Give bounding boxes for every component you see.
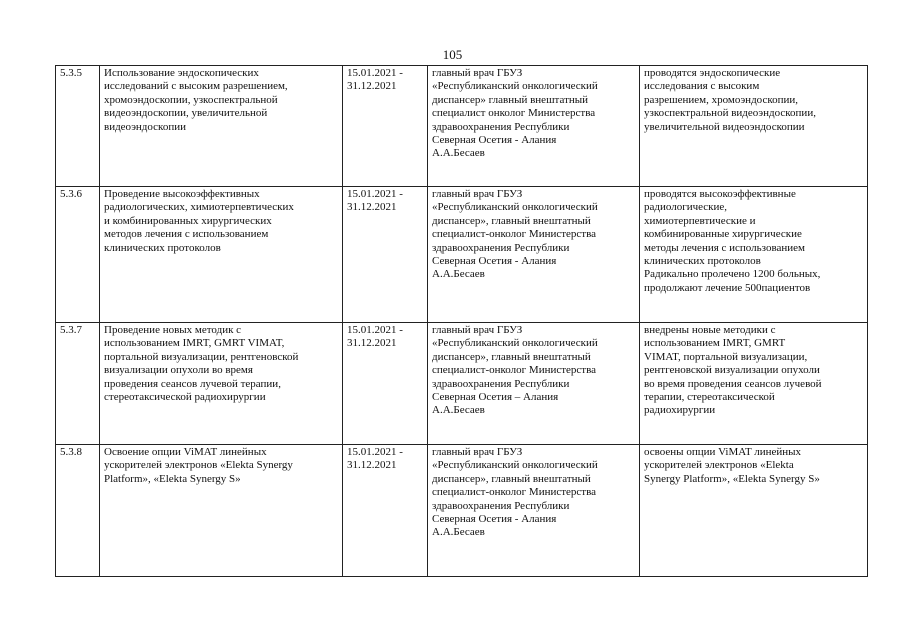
result-description-line: рентгеновской визуализации опухоли (644, 364, 820, 377)
result-description-line: исследования с высоким (644, 80, 760, 93)
item-number-cell (56, 66, 100, 187)
result-description-line: проводятся эндоскопические (644, 67, 781, 79)
item-number: 5.3.6 (60, 188, 82, 200)
responsible-person-line: диспансер», главный внештатный (432, 472, 591, 485)
result-description-line: радиологические, (644, 201, 728, 214)
measure-name-line: радиологических, химиотерпевтических (104, 201, 294, 214)
result-description-line: освоены опции ViMAT линейных (644, 446, 802, 458)
responsible-person-line: специалист-онколог Министерства (432, 486, 597, 499)
measure-name-line: ускорителей электронов «Elekta Synergy (104, 459, 293, 472)
responsible-person-line: здравоохранения Республики (432, 377, 570, 390)
measure-name-line: видеоэндоскопии (104, 120, 187, 133)
result-description-cell (640, 187, 868, 323)
result-description-line: использованием IMRT, GMRT (644, 337, 786, 350)
table-row (56, 323, 868, 445)
responsible-person-cell (428, 323, 640, 445)
responsible-person-line: специалист-онколог Министерства (432, 228, 597, 241)
result-description-line: радиохирургии (644, 404, 716, 417)
table-row (56, 445, 868, 577)
deadline-line: 15.01.2021 - (347, 188, 403, 200)
responsible-person-line: диспансер», главный внештатный (432, 350, 591, 363)
deadline-cell (343, 66, 428, 187)
measure-name-line: визуализации опухоли во время (104, 364, 253, 377)
deadline-line: 15.01.2021 - (347, 67, 403, 79)
responsible-person-line: диспансер» главный внештатный (432, 93, 589, 106)
responsible-person-cell (428, 66, 640, 187)
responsible-person-line: «Республиканский онкологический (432, 201, 598, 214)
result-description-line: во время проведения сеансов лучевой (644, 377, 822, 390)
responsible-person-line: главный врач ГБУЗ (432, 324, 523, 336)
responsible-person-line: А.А.Бесаев (432, 526, 485, 539)
measure-name-line: хромоэндоскопии, узкоспектральной (104, 93, 278, 106)
result-description-line: терапии, стереотаксической (644, 391, 775, 404)
responsible-person-line: «Республиканский онкологический (432, 459, 598, 472)
item-number-cell (56, 323, 100, 445)
deadline-line: 31.12.2021 (347, 80, 397, 93)
measure-name-line: видеоэндоскопии, увеличительной (104, 107, 268, 120)
result-description-line: методы лечения с использованием (644, 241, 805, 254)
responsible-person-line: Северная Осетия - Алания (432, 134, 557, 147)
measure-name-cell (100, 323, 343, 445)
responsible-person-line: А.А.Бесаев (432, 404, 485, 417)
item-number: 5.3.5 (60, 67, 82, 79)
measure-name-line: методов лечения с использованием (104, 228, 269, 241)
deadline-line: 15.01.2021 - (347, 446, 403, 458)
measure-name-line: стереотаксической радиохирургии (104, 391, 266, 404)
page-number: 105 (442, 47, 463, 62)
responsible-person-line: А.А.Бесаев (432, 147, 485, 160)
result-description-line: клинических протоколов (644, 255, 761, 268)
item-number: 5.3.7 (60, 324, 82, 336)
table-row (56, 187, 868, 323)
measure-name-line: Освоение опции ViMAT линейных (104, 446, 267, 458)
responsible-person-cell (428, 187, 640, 323)
result-description-cell (640, 445, 868, 577)
responsible-person-line: Северная Осетия - Алания (432, 255, 557, 268)
measure-name-line: портальной визуализации, рентгеновской (104, 350, 299, 363)
responsible-person-line: диспансер», главный внештатный (432, 214, 591, 227)
measure-name-line: исследований с высоким разрешением, (104, 80, 288, 93)
measures-table (55, 65, 868, 577)
responsible-person-line: А.А.Бесаев (432, 268, 485, 281)
responsible-person-line: специалист онколог Министерства (432, 107, 596, 120)
table-row (56, 66, 868, 187)
measure-name-line: использованием IMRT, GMRT VIMAT, (104, 337, 285, 350)
deadline-line: 31.12.2021 (347, 201, 397, 214)
responsible-person-line: Северная Осетия – Алания (432, 391, 559, 404)
responsible-person-line: здравоохранения Республики (432, 499, 570, 512)
responsible-person-line: главный врач ГБУЗ (432, 446, 523, 458)
responsible-person-cell (428, 445, 640, 577)
result-description-line: узкоспектральной видеоэндоскопии, (644, 107, 816, 120)
result-description-line: продолжают лечение 500пациентов (644, 281, 811, 294)
responsible-person-line: «Республиканский онкологический (432, 80, 598, 93)
measure-name-line: Platform», «Elekta Synergy S» (104, 472, 241, 485)
result-description-line: увеличительной видеоэндоскопии (644, 120, 805, 133)
responsible-person-line: главный врач ГБУЗ (432, 188, 523, 200)
measure-name-cell (100, 187, 343, 323)
table-body (56, 66, 868, 577)
item-number-cell (56, 445, 100, 577)
deadline-cell (343, 187, 428, 323)
measure-name-line: Проведение высокоэффективных (104, 188, 260, 200)
measure-name-line: и комбинированных хирургических (104, 214, 272, 227)
result-description-cell (640, 66, 868, 187)
deadline-line: 31.12.2021 (347, 459, 397, 472)
result-description-line: внедрены новые методики с (644, 324, 776, 336)
responsible-person-line: здравоохранения Республики (432, 241, 570, 254)
responsible-person-line: «Республиканский онкологический (432, 337, 598, 350)
responsible-person-line: специалист-онколог Министерства (432, 364, 597, 377)
deadline-cell (343, 445, 428, 577)
responsible-person-line: главный врач ГБУЗ (432, 67, 523, 79)
measure-name-line: Проведение новых методик с (104, 324, 242, 336)
result-description-line: Радикально пролечено 1200 больных, (644, 268, 821, 281)
measure-name-line: Использование эндоскопических (104, 67, 259, 79)
result-description-line: проводятся высокоэффективные (644, 188, 796, 200)
measure-name-line: проведения сеансов лучевой терапии, (104, 377, 281, 390)
result-description-line: Synergy Platform», «Elekta Synergy S» (644, 472, 820, 485)
result-description-line: химиотерпевтические и (644, 214, 756, 227)
responsible-person-line: здравоохранения Республики (432, 120, 570, 133)
measure-name-cell (100, 66, 343, 187)
deadline-line: 15.01.2021 - (347, 324, 403, 336)
result-description-line: ускорителей электронов «Elekta (644, 459, 794, 472)
result-description-line: комбинированные хирургические (644, 228, 802, 241)
measure-name-cell (100, 445, 343, 577)
item-number: 5.3.8 (60, 446, 82, 458)
result-description-cell (640, 323, 868, 445)
result-description-line: VIMAT, портальной визуализации, (644, 350, 808, 363)
deadline-cell (343, 323, 428, 445)
measure-name-line: клинических протоколов (104, 241, 221, 254)
result-description-line: разрешением, хромоэндоскопии, (644, 93, 799, 106)
responsible-person-line: Северная Осетия - Алания (432, 513, 557, 526)
item-number-cell (56, 187, 100, 323)
deadline-line: 31.12.2021 (347, 337, 397, 350)
